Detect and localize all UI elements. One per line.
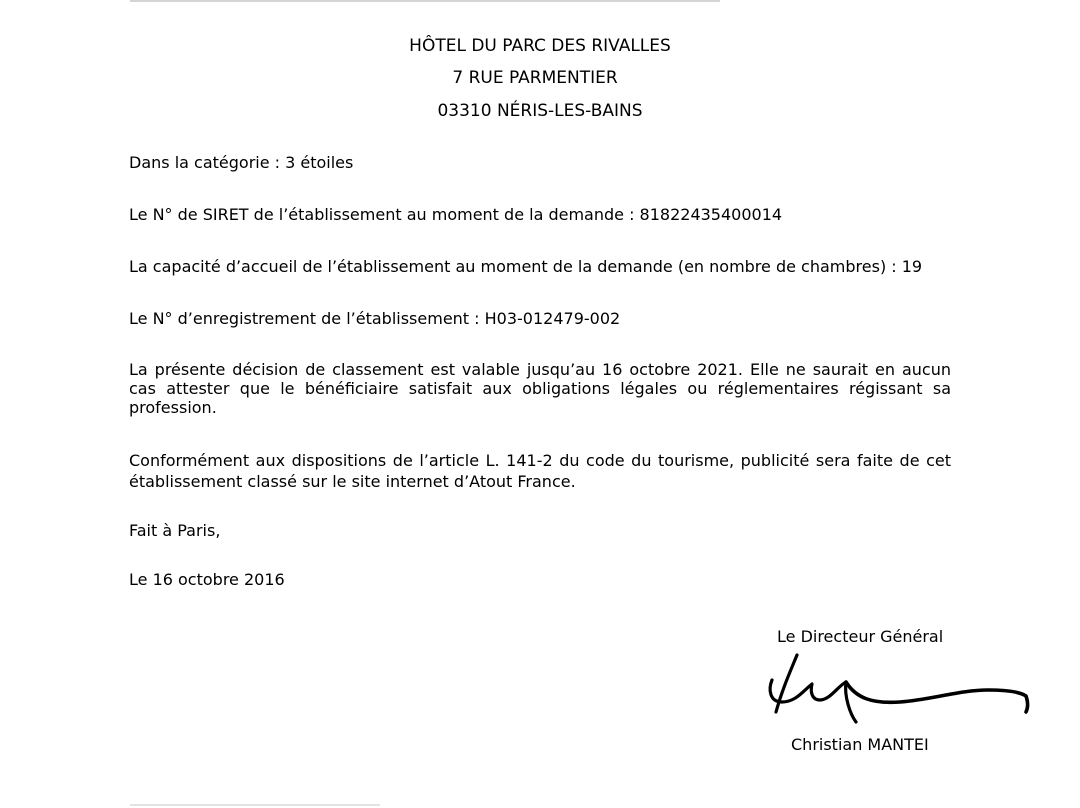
validity-paragraph: La présente décision de classement est valable jusqu’au 16 octobre 2021. Elle ne saurait en aucun cas attester que le bénéficiaire satisfait aux obligations légales ou réglementaires régissant sa profession. <box>129 360 951 417</box>
place-line: Fait à Paris, <box>129 521 221 540</box>
signatory-name: Christian MANTEI <box>791 735 929 754</box>
registration-line: Le N° d’enregistrement de l’établissement : H03-012479-002 <box>129 309 621 328</box>
category-line: Dans la catégorie : 3 étoiles <box>129 153 354 172</box>
signatory-title: Le Directeur Général <box>777 627 944 646</box>
hotel-city: 03310 NÉRIS-LES-BAINS <box>437 101 643 121</box>
conformity-paragraph: Conformément aux dispositions de l’article L. 141-2 du code du tourisme, publicité sera faite de cet établissement classé sur le site internet d’Atout France. <box>129 451 951 491</box>
handwritten-signature <box>760 650 1040 730</box>
siret-line: Le N° de SIRET de l’établissement au moment de la demande : 81822435400014 <box>129 205 783 224</box>
hotel-street: 7 RUE PARMENTIER <box>452 68 618 88</box>
date-line: Le 16 octobre 2016 <box>129 570 285 589</box>
capacity-line: La capacité d’accueil de l’établissement au moment de la demande (en nombre de chambres) : 19 <box>129 257 923 276</box>
bottom-cropped-text-fragment <box>130 804 380 806</box>
hotel-name: HÔTEL DU PARC DES RIVALLES <box>409 36 671 56</box>
top-cropped-text-fragment <box>130 0 720 2</box>
